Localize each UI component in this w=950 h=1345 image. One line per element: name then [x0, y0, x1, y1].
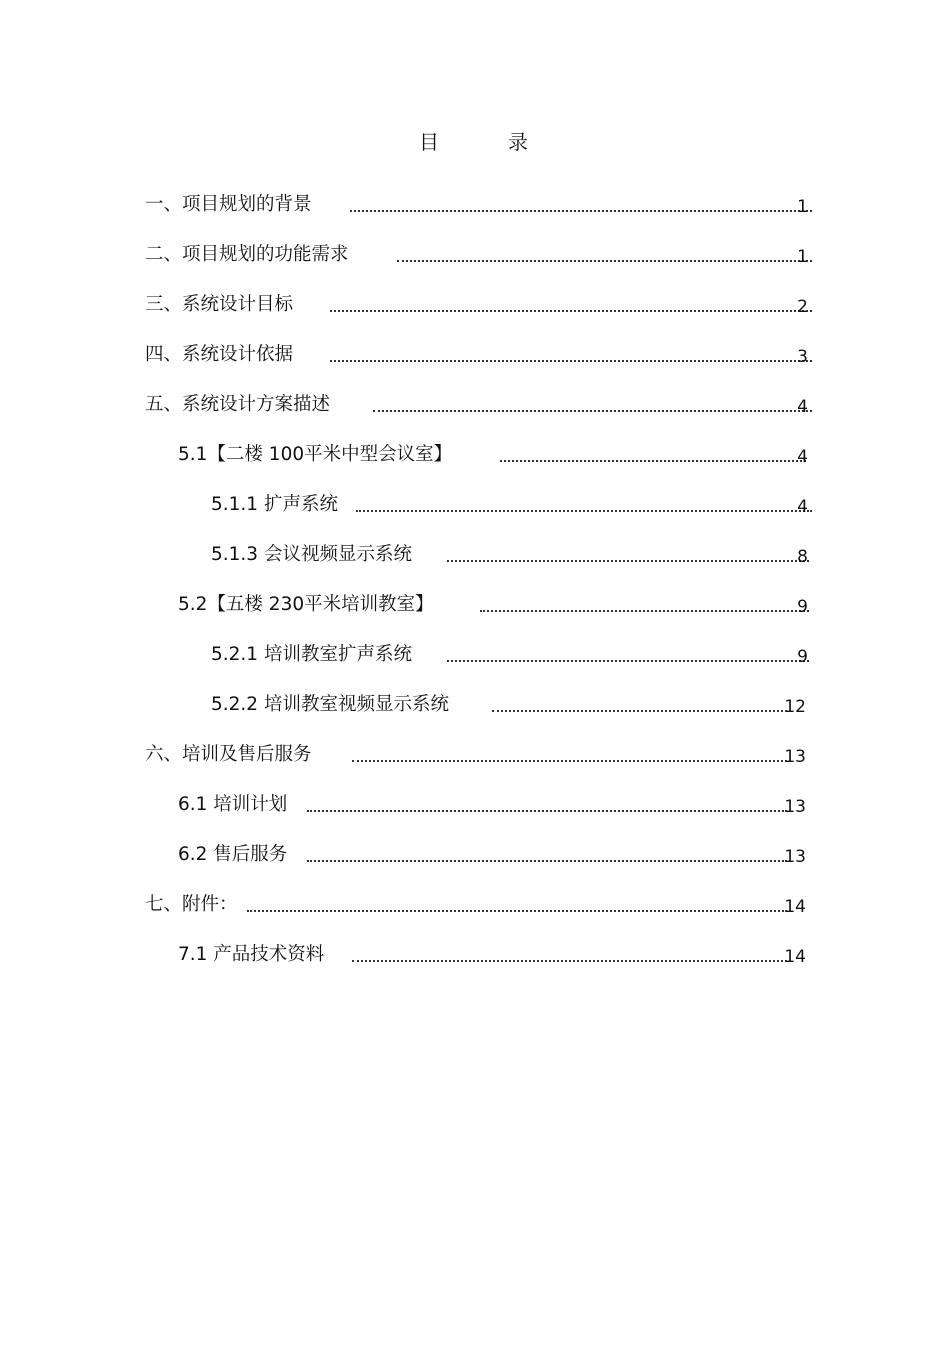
toc-entry[interactable]: [0, 640, 950, 690]
table-of-contents: [0, 190, 950, 990]
toc-entry-label: 五、系统设计方案描述: [145, 394, 331, 415]
toc-entry[interactable]: [0, 740, 950, 790]
toc-title-char-2: 录: [508, 130, 528, 154]
toc-entry-page: 4: [797, 497, 808, 517]
toc-entry-label: 6.1 培训计划: [178, 794, 288, 815]
toc-entry[interactable]: [0, 340, 950, 390]
toc-entry[interactable]: [0, 940, 950, 990]
toc-entry[interactable]: [0, 790, 950, 840]
toc-entry[interactable]: [0, 490, 950, 540]
toc-entry-label: 5.1【二楼 100平米中型会议室】: [178, 444, 453, 465]
toc-entry-label: 一、项目规划的背景: [145, 194, 312, 215]
toc-leader-dots: [356, 504, 812, 512]
toc-title-char-1: 目: [419, 130, 439, 154]
toc-entry-page: 13: [784, 747, 806, 767]
toc-leader-dots: [397, 254, 812, 262]
toc-leader-dots: [352, 754, 787, 762]
toc-entry-page: 2: [797, 297, 808, 317]
toc-entry-page: 4: [797, 447, 808, 467]
toc-entry-label: 7.1 产品技术资料: [178, 944, 325, 965]
toc-leader-dots: [500, 454, 806, 462]
toc-entry[interactable]: [0, 690, 950, 740]
toc-entry-page: 8: [797, 547, 808, 567]
toc-entry[interactable]: [0, 590, 950, 640]
toc-entry-label: 七、附件：: [145, 894, 238, 915]
toc-entry[interactable]: [0, 240, 950, 290]
toc-entry[interactable]: [0, 390, 950, 440]
toc-entry-label: 5.2.1 培训教室扩声系统: [211, 644, 412, 665]
toc-entry-page: 1: [797, 247, 808, 267]
toc-entry-page: 13: [784, 847, 806, 867]
toc-leader-dots: [247, 904, 787, 912]
toc-entry-page: 9: [797, 597, 808, 617]
toc-leader-dots: [330, 354, 812, 362]
toc-entry-page: 3: [797, 347, 808, 367]
toc-entry[interactable]: [0, 190, 950, 240]
toc-leader-dots: [373, 404, 812, 412]
toc-entry-label: 5.1.3 会议视频显示系统: [211, 544, 412, 565]
toc-leader-dots: [492, 704, 787, 712]
toc-entry-page: 14: [784, 947, 806, 967]
toc-leader-dots: [447, 654, 809, 662]
toc-leader-dots: [307, 854, 787, 862]
toc-entry-page: 13: [784, 797, 806, 817]
toc-leader-dots: [330, 304, 812, 312]
toc-entry[interactable]: [0, 890, 950, 940]
toc-entry-label: 六、培训及售后服务: [145, 744, 312, 765]
toc-entry-page: 12: [784, 697, 806, 717]
toc-entry[interactable]: [0, 840, 950, 890]
toc-entry-label: 二、项目规划的功能需求: [145, 244, 349, 265]
toc-leader-dots: [447, 554, 809, 562]
toc-leader-dots: [350, 204, 812, 212]
toc-entry-label: 5.2.2 培训教室视频显示系统: [211, 694, 449, 715]
toc-entry-label: 5.1.1 扩声系统: [211, 494, 338, 515]
toc-entry-label: 6.2 售后服务: [178, 844, 288, 865]
toc-leader-dots: [307, 804, 787, 812]
toc-leader-dots: [480, 604, 809, 612]
toc-title: [0, 126, 950, 156]
toc-entry-label: 5.2【五楼 230平米培训教室】: [178, 594, 434, 615]
toc-entry-page: 14: [784, 897, 806, 917]
toc-entry-label: 三、系统设计目标: [145, 294, 294, 315]
toc-entry[interactable]: [0, 290, 950, 340]
toc-leader-dots: [352, 954, 787, 962]
toc-entry[interactable]: [0, 440, 950, 490]
toc-entry[interactable]: [0, 540, 950, 590]
toc-entry-page: 9: [797, 647, 808, 667]
toc-entry-page: 4: [797, 397, 808, 417]
toc-entry-label: 四、系统设计依据: [145, 344, 294, 365]
toc-entry-page: 1: [797, 197, 808, 217]
